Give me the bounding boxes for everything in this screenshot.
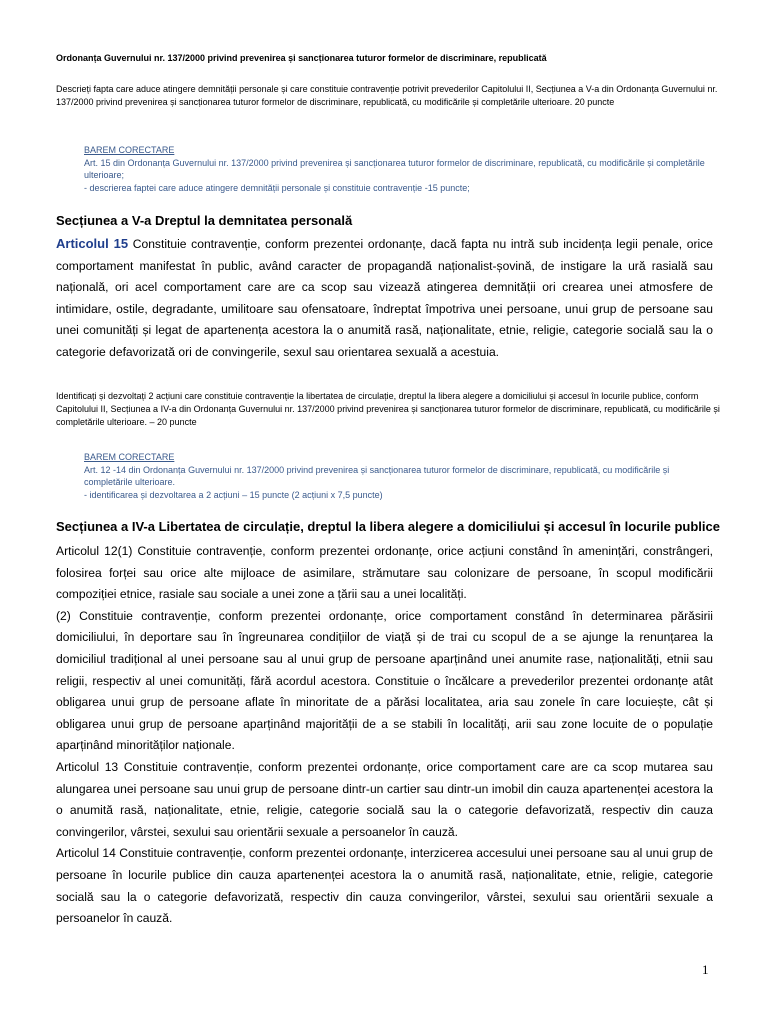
barem-line: Art. 15 din Ordonanța Guvernului nr. 137/2000 privind prevenirea și sancționarea tuturor formelor de discriminare, republicată, cu modificările și completările ulterioare; xyxy=(84,157,705,180)
section4-body xyxy=(56,541,713,930)
article-label: Articolul 15 xyxy=(56,236,129,251)
section-heading: Secțiunea a V-a Dreptul la demnitatea personală xyxy=(56,213,353,228)
article-15 xyxy=(56,233,713,364)
article-13: Articolul 13 Constituie contravenție, conform prezentei ordonanțe, orice comportament care are ca scop mutarea sau alungarea unei persoane sau unui grup de persoane dintr-un cartier sau dintr-un imobil din cauza apartenenței acestora la o anumită rasă, naționalitate, etnie, religie, categorie socială sau la o categorie defavorizată, respectiv din cauza convingerilor, vârstei, sexului sau orientării sexuale a persoanelor în cauză. xyxy=(56,759,713,839)
barem-line: - identificarea și dezvoltarea a 2 acțiuni – 15 puncte (2 acțiuni x 7,5 puncte) xyxy=(84,489,383,500)
article-text: Constituie contravenție, conform prezentei ordonanțe, dacă fapta nu intră sub incidența legii penale, orice comportament manifestat în public, având caracter de propagandă naționalist-șovină, de instigare la ură rasială sau națională, ori acel comportament care are ca scop sau vizează atingerea demnității ori crearea unei atmosfere de intimidare, ostile, degradante, umilitoare sau ofensatoare, îndreptat împotriva unei persoane, unui grup de persoane sau unei comunități și legat de apartenența acestora la o anumită rasă, naționalitate, etnie, religie, categorie socială sau la o categorie defavorizată ori de convingerile, sexul sau orientarea sexuală a acestuia. xyxy=(56,237,713,359)
section-heading: Secțiunea a IV-a Libertatea de circulație, dreptul la libera alegere a domiciliului și accesul în locurile publice xyxy=(56,519,720,534)
document-title: Ordonanța Guvernului nr. 137/2000 privind prevenirea și sancționarea tuturor formelor de discriminare, republicată xyxy=(56,53,547,63)
task1-instruction: Descrieți fapta care aduce atingere demnității personale și care constituie contravenție potrivit prevederilor Capitolului II, Secțiunea a V-a din Ordonanța Guvernului nr. 137/2000 privind prevenirea și sancționarea tuturor formelor de discriminare, republicată, cu modificările și completările ulterioare. 20 puncte xyxy=(56,84,718,107)
barem-line: Art. 12 -14 din Ordonanța Guvernului nr. 137/2000 privind prevenirea și sancționarea tuturor formelor de discriminare, republicată, cu modificările și completările ulterioare. xyxy=(84,464,670,487)
barem-title: BAREM CORECTARE xyxy=(84,145,175,155)
barem-title: BAREM CORECTARE xyxy=(84,452,175,462)
barem-line: - descrierea faptei care aduce atingere demnității personale și constituie contravenție -15 puncte; xyxy=(84,182,470,193)
article-12-paragraph-2: (2) Constituie contravenție, conform prezentei ordonanțe, orice comportament constând în determinarea părăsirii domiciliului, în deportare sau în îngreunarea condițiilor de viață și de trai cu scopul de a se ajunge la renunțarea la domiciliul tradițional al unei persoane sau al unui grup de persoane aparținând unei anumite rase, naționalități, etnii sau religii, respectiv al unei comunități, fără acordul acestora. Constituie o încălcare a prevederilor prezentei ordonanțe atât obligarea unui grup de persoane aflate în minoritate de a părăsi localitatea, aria sau zonele în care locuiește, cât și obligarea unui grup de persoane aparținând majorității de a se stabili în localități, arii sau zone locuite de o populație aparținând minorităților naționale. xyxy=(56,608,713,753)
task2-instruction: Identificați și dezvoltați 2 acțiuni care constituie contravenție la libertatea de circulație, dreptul la libera alegere a domiciliului și accesul în locurile publice, conform Capitolului II, Secțiunea a IV-a din Ordonanța Guvernului nr. 137/2000 privind prevenirea și sancționarea tuturor formelor de discriminare, republicată, cu modificările și completările ulterioare. – 20 puncte xyxy=(56,391,720,427)
task1-barem xyxy=(84,144,714,194)
article-12-paragraph-1: Articolul 12(1) Constituie contravenție, conform prezentei ordonanțe, orice acțiuni constând în amenințări, constrângeri, folosirea forței sau orice alte mijloace de asimilare, strămutare sau colonizare de persoane, în scopul modificării compoziției etnice, rasiale sau sociale a unei zone a țării sau a unei localități. xyxy=(56,544,713,602)
page-number: 1 xyxy=(702,962,709,977)
article-14: Articolul 14 Constituie contravenție, conform prezentei ordonanțe, interzicerea accesului unei persoane sau al unui grup de persoane în locurile publice din cauza apartenenței acestora la o anumită rasă, naționalitate, etnie, religie, categorie socială sau la o categorie defavorizată, respectiv din cauza convingerilor, vârstei, sexului sau orientării sexuale a persoanelor în cauză. xyxy=(56,846,713,926)
task2-barem xyxy=(84,451,714,501)
